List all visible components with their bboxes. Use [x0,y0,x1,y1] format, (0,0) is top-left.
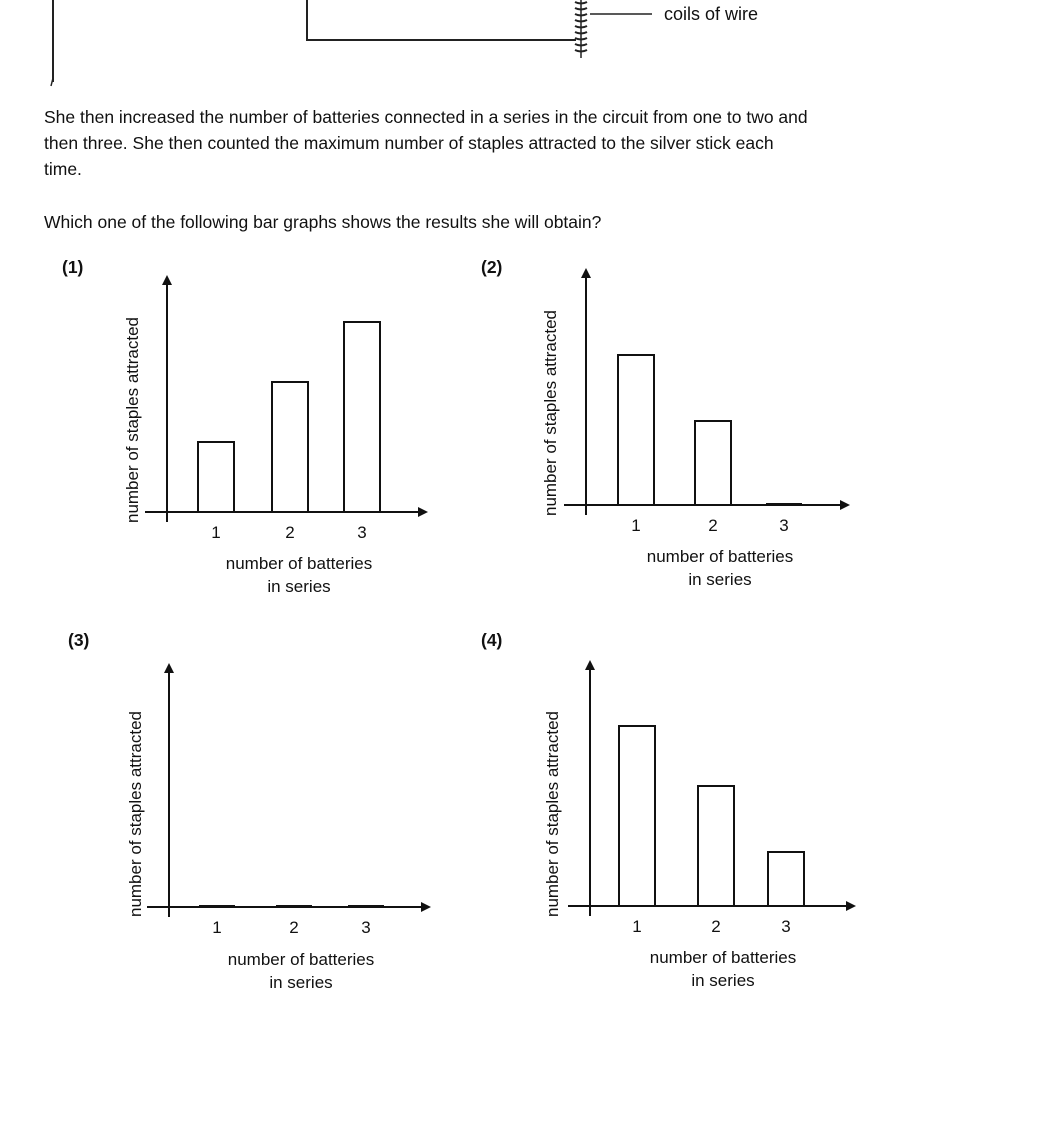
chart-4-tick-label-3: 3 [781,917,791,936]
chart-2-y-axis-arrow [581,268,591,278]
chart-1-y-label: number of staples attracted [123,316,142,524]
chart-2-x-label-line-2: in series [688,570,752,589]
chart-1-tick-label-1: 1 [211,523,221,542]
chart-1-x-label-line-2: in series [267,577,331,596]
option-label-2: (2) [481,257,503,277]
instruction-line-2: then three. She then counted the maximum number of staples attracted to the silver stick each [44,133,774,153]
chart-4-x-label-line-2: in series [691,971,755,990]
chart-3-x-label: number of batteries [227,950,375,969]
chart-1-x-axis-arrow [418,507,428,517]
chart-1-bar-2 [272,382,308,512]
chart-1-tick-label-2: 2 [285,523,295,542]
option-label-1: (1) [62,257,84,277]
chart-1-bar-1 [198,442,234,512]
chart-3-x-label-line-2: in series [269,973,333,992]
chart-2-bar-1 [618,355,654,505]
question-text: Which one of the following bar graphs shows the results she will obtain? [44,212,602,232]
option-label-4: (4) [481,630,503,650]
chart-4-bar-2 [698,786,734,906]
chart-2-bar-2 [695,421,731,505]
chart-4-tick-label-1: 1 [632,917,642,936]
chart-4-y-axis-arrow [585,660,595,670]
chart-1-bar-3 [344,322,380,512]
chart-4-y-label: number of staples attracted [543,710,562,918]
instruction-line-3: time. [44,159,82,179]
chart-3-tick-label-3: 3 [361,918,371,937]
option-label-3: (3) [68,630,90,650]
chart-4-bar-3 [768,852,804,906]
chart-2-x-label: number of batteries [646,547,794,566]
chart-2-tick-label-2: 2 [708,516,718,535]
chart-3-y-axis-arrow [164,663,174,673]
chart-4-x-axis-arrow [846,901,856,911]
chart-4-tick-label-2: 2 [711,917,721,936]
chart-1-x-label: number of batteries [225,554,373,573]
chart-1-tick-label-3: 3 [357,523,367,542]
chart-2-x-axis-arrow [840,500,850,510]
chart-3-tick-label-2: 2 [289,918,299,937]
coil-label: coils of wire [664,4,759,24]
chart-3-tick-label-1: 1 [212,918,222,937]
chart-3-x-axis-arrow [421,902,431,912]
chart-2-y-label: number of staples attracted [541,309,560,517]
chart-3-y-label: number of staples attracted [126,710,145,918]
chart-4-bar-1 [619,726,655,906]
chart-2-tick-label-3: 3 [779,516,789,535]
chart-2-tick-label-1: 1 [631,516,641,535]
chart-1-y-axis-arrow [162,275,172,285]
instruction-line-1: She then increased the number of batteries connected in a series in the circuit from one to two and [44,107,808,127]
chart-4-x-label: number of batteries [649,948,797,967]
